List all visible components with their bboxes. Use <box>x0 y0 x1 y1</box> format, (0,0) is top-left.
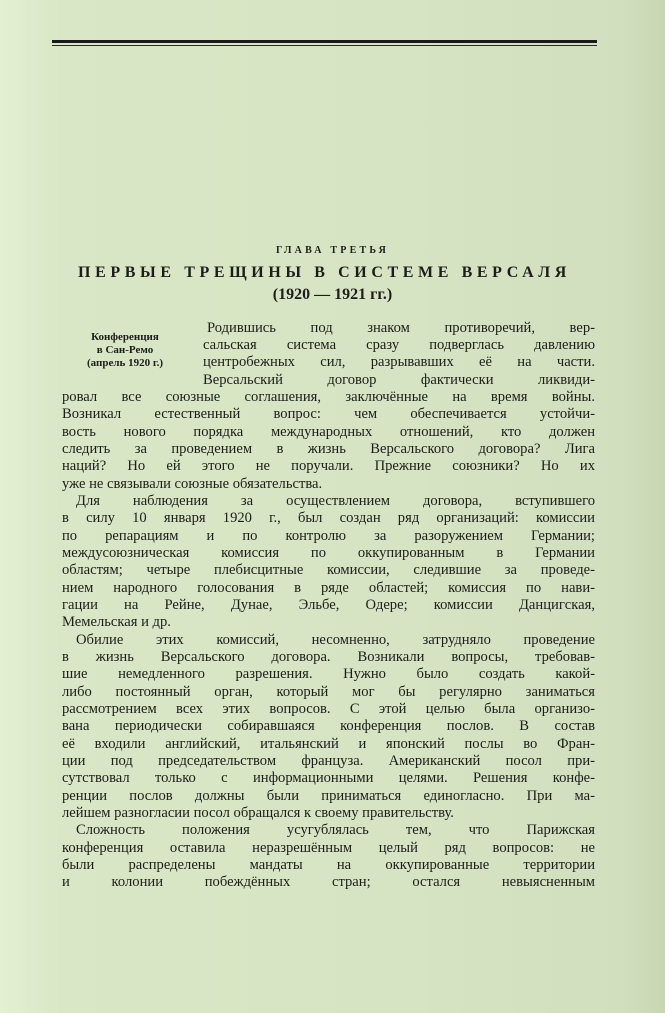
text-line: уже не связывали союзные обязательства. <box>62 476 323 492</box>
text-line: её входили английский, итальянский и японский послы во Фран- <box>62 736 595 752</box>
text-line: гации на Рейне, Дунае, Эльбе, Одере; комиссии Данцигская, <box>62 597 595 613</box>
text-line: лейшем разногласии посол обращался к своему правительству. <box>62 805 454 821</box>
text-line: Мемельская и др. <box>62 614 171 630</box>
text-line: конференция оставила неразрешённым целый ряд вопросов: не <box>62 840 595 856</box>
text-line: Возникал естественный вопрос: чем обеспечивается устойчи- <box>62 406 595 422</box>
header-rule-thin <box>52 45 597 46</box>
margin-note <box>55 331 195 370</box>
text-line: центробежных сил, разрывавших её на части. <box>203 354 595 370</box>
margin-note-line: (апрель 1920 г.) <box>86 357 163 369</box>
text-line: следить за проведением в жизнь Версальского договора? Лига <box>62 441 595 457</box>
text-line: нием народного голосования в ряде областей; комиссия по нави- <box>62 580 595 596</box>
chapter-years: (1920 — 1921 гг.) <box>272 286 393 303</box>
margin-note-line: Конференция <box>91 331 159 343</box>
text-line: ровал все союзные соглашения, заключённые на время войны. <box>62 389 595 405</box>
text-line: Версальский договор фактически ликвиди- <box>203 372 595 388</box>
text-line: вана периодически собиравшаяся конференция послов. В состав <box>62 718 595 734</box>
chapter-title: ПЕРВЫЕ ТРЕЩИНЫ В СИСТЕМЕ ВЕРСАЛЯ <box>78 264 571 281</box>
margin-note-line: в Сан-Ремо <box>96 344 154 356</box>
text-line: были распределены мандаты на оккупированные территории <box>62 857 595 873</box>
text-line: рассмотрением всех этих вопросов. С этой целью была организо- <box>62 701 595 717</box>
text-line: ции под председательством француза. Американский посол при- <box>62 753 595 769</box>
text-line: междусоюзническая комиссия по оккупированным в Германии <box>62 545 595 561</box>
text-line: наций? Но ей этого не поручали. Прежние союзники? Но их <box>62 458 595 474</box>
text-line: ренции послов должны были приниматься единогласно. При ма- <box>62 788 595 804</box>
text-line: Обилие этих комиссий, несомненно, затрудняло проведение <box>76 632 595 648</box>
text-line: по репарациям и по контролю за разоружением Германии; <box>62 528 595 544</box>
text-line: вость нового порядка международных отношений, кто должен <box>62 424 595 440</box>
text-line: областям; четыре плебисцитные комиссии, следившие за проведе- <box>62 562 595 578</box>
text-line: Для наблюдения за осуществлением договора, вступившего <box>76 493 595 509</box>
chapter-label: ГЛАВА ТРЕТЬЯ <box>275 245 390 256</box>
header-rule-thick <box>52 40 597 43</box>
text-line: либо постоянный орган, который мог бы регулярно заниматься <box>62 684 595 700</box>
text-line: в силу 10 января 1920 г., был создан ряд организаций: комиссии <box>62 510 595 526</box>
text-line: Сложность положения усугублялась тем, что Парижская <box>76 822 595 838</box>
text-line: Родившись под знаком противоречий, вер- <box>207 320 595 336</box>
text-line: шие немедленного разрешения. Нужно было создать какой- <box>62 666 595 682</box>
text-line: и колонии побеждённых стран; остался невыясненным <box>62 874 595 890</box>
text-line: сутствовал только с информационными целями. Решения конфе- <box>62 770 595 786</box>
text-line: сальская система сразу подверглась давлению <box>203 337 595 353</box>
text-line: в жизнь Версальского договора. Возникали вопросы, требовав- <box>62 649 595 665</box>
